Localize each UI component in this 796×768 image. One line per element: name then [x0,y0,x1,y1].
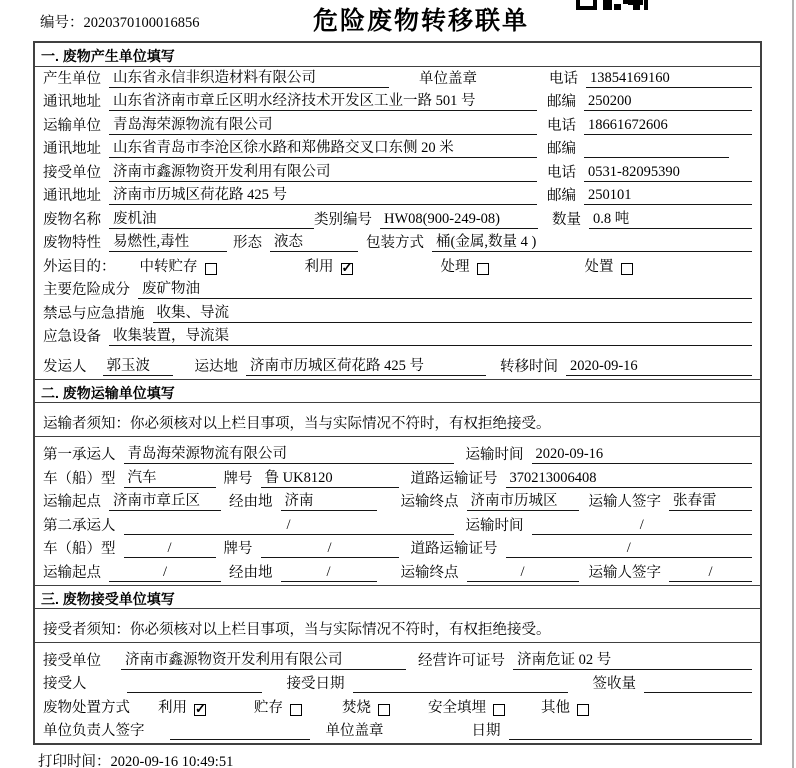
field-label: 经由地 [229,564,273,581]
checkbox-checked-icon [341,263,353,275]
field-label: 车（船）型 [43,470,116,487]
field-value: 汽车 [124,466,216,488]
field-value [644,677,752,693]
field-label: 运输时间 [465,447,524,463]
field-label: 禁忌与应急措施 [43,305,145,322]
field-value: 山东省青岛市李沧区徐水路和郑佛路交叉口东侧 20 米 [109,136,537,158]
field-label: 电话 [549,70,578,87]
field-value: / [281,564,377,582]
field-label: 邮编 [547,141,576,157]
page-title: 危险废物转移联单 [312,7,529,35]
form-row [35,114,760,138]
field-label: 类别编号 [314,211,372,228]
field-value: 济南 [281,489,377,511]
field-label: 电话 [547,117,576,134]
form-row [35,437,760,467]
form-row [35,326,760,350]
field-value [170,724,310,740]
checkbox-icon [477,263,489,275]
field-label: 签收量 [592,676,636,692]
form-row [35,696,760,720]
form-row [35,514,760,538]
field-label: 运输人签字 [588,494,661,510]
field-value: / [124,540,216,558]
checkbox-icon [577,704,589,716]
form-row [35,208,760,232]
form-row [35,91,760,115]
field-value: 废矿物油 [138,277,752,299]
field-label: 运达地 [194,359,238,375]
field-value: 张春雷 [669,489,752,511]
field-label: 发运人 [43,359,87,375]
field-label: 安全填埋 [428,699,486,716]
field-value: HW08(900-249-08) [380,211,538,229]
field-label: 邮编 [547,94,576,110]
field-value: / [669,564,752,582]
checkbox-checked-icon [194,704,206,716]
field-label: 道路运输证号 [410,541,498,557]
form-row [35,161,760,185]
form-row [35,302,760,326]
form-row [35,643,760,673]
form-row [35,720,760,744]
field-value: 山东省永信非织造材料有限公司 [109,66,389,88]
field-label: 第一承运人 [43,447,116,463]
section-header: 三. 废物接受单位填写 [35,585,760,609]
field-label: 废物特性 [43,235,101,251]
field-label: 车（船）型 [43,541,116,557]
field-value: 370213006408 [506,470,753,488]
field-value: 济南市历城区荷花路 425 号 [109,183,537,205]
qr-code-partial-icon [576,0,648,10]
field-value: / [261,540,399,558]
notice-text: 接受者须知：你必须核对以上栏目事项，当与实际情况不符时，有权拒绝接受。 [35,609,760,643]
field-value: 济南市历城区 [467,489,579,511]
field-value [127,677,262,693]
field-value: 液态 [270,230,358,252]
field-label: 经由地 [229,494,273,510]
section-header: 一. 废物产生单位填写 [35,43,760,67]
print-time-value: 2020-09-16 10:49:51 [110,754,234,768]
form-row [35,673,760,697]
field-label: 通讯地址 [43,188,101,204]
field-label: 单位盖章 [325,723,384,739]
field-label: 主要危险成分 [43,282,130,298]
field-label: 运输终点 [400,564,459,581]
form-row [35,232,760,256]
form-row [35,491,760,515]
field-label: 利用 [158,699,187,716]
field-label: 第二承运人 [43,517,116,534]
field-value: / [124,517,454,535]
field-value: 250101 [584,187,752,205]
field-value: 桶(金属,数量 4 ) [432,230,752,252]
field-value: 青岛海荣源物流有限公司 [109,113,537,135]
field-value: 2020-09-16 [566,358,752,376]
field-label: 牌号 [223,541,253,557]
field-label: 废物名称 [43,211,101,228]
field-label: 形态 [233,235,262,251]
field-label: 外运目的： [43,258,116,275]
field-label: 贮存 [254,699,283,716]
field-label: 处置 [584,258,614,275]
form-row [35,349,760,379]
field-label: 焚烧 [342,699,371,716]
field-value: 18661672606 [584,117,752,135]
field-label: 单位盖章 [419,70,477,87]
field-value: 13854169160 [586,70,752,88]
field-label: 数量 [552,211,581,228]
field-label: 其他 [541,699,570,716]
field-label: 应急设备 [43,329,101,345]
field-label: 电话 [547,164,576,181]
field-value: 济南市鑫源物资开发利用有限公司 [121,648,406,670]
field-value: 鲁 UK8120 [261,466,399,488]
field-value: 0.8 吨 [589,207,752,229]
field-value: / [109,564,221,582]
field-value [353,677,568,693]
field-value: 郭玉波 [103,354,173,376]
field-value: / [467,564,579,582]
field-label: 运输起点 [43,494,101,510]
field-label: 运输单位 [43,117,101,134]
form-row [35,138,760,162]
field-label: 产生单位 [43,70,101,87]
field-value: 青岛海荣源物流有限公司 [124,442,454,464]
field-label: 接受人 [43,676,87,692]
notice-text: 运输者须知：你必须核对以上栏目事项，当与实际情况不符时，有权拒绝接受。 [35,403,760,437]
field-label: 利用 [304,258,334,275]
form-row [35,538,760,562]
serial-number-value: 2020370100016856 [83,15,200,31]
field-value: 济南市历城区荷花路 425 号 [246,354,486,376]
field-label: 运输时间 [465,517,524,534]
checkbox-icon [621,263,633,275]
field-value: 250200 [584,93,752,111]
field-value: 2020-09-16 [532,446,753,464]
field-value: / [532,517,753,535]
serial-number-label: 编号： [40,15,84,31]
field-label: 邮编 [547,188,576,204]
checkbox-icon [290,704,302,716]
field-value: 济南市章丘区 [109,489,221,511]
field-value: 易燃性,毒性 [109,230,227,252]
form-row [35,561,760,585]
field-label: 转移时间 [500,359,558,375]
field-label: 接受日期 [286,676,345,692]
field-label: 通讯地址 [43,141,101,157]
field-label: 接受单位 [43,652,101,669]
field-label: 运输终点 [400,494,459,510]
form-row [35,279,760,303]
field-label: 牌号 [223,470,253,487]
form-row [35,255,760,279]
field-label: 运输起点 [43,564,101,581]
field-value [584,142,729,158]
field-label: 通讯地址 [43,94,101,110]
field-label: 中转贮存 [139,258,198,275]
transfer-form-table [33,41,762,745]
field-label: 接受单位 [43,164,101,181]
field-label: 道路运输证号 [410,470,498,487]
checkbox-icon [205,263,217,275]
field-label: 处理 [440,258,470,275]
page-edge-divider [792,0,794,768]
field-value: / [506,540,753,558]
form-section [35,585,760,744]
field-value: 收集、导流 [153,301,753,323]
field-label: 日期 [471,723,501,739]
checkbox-icon [493,704,505,716]
field-label: 废物处置方式 [43,699,130,716]
form-section [35,43,760,379]
field-value: 济南危证 02 号 [513,648,752,670]
section-header: 二. 废物运输单位填写 [35,379,760,403]
field-value: 废机油 [109,207,314,229]
field-label: 运输人签字 [588,564,661,581]
field-value: 收集装置，导流渠 [109,324,752,346]
field-label: 单位负责人签字 [43,723,145,739]
field-label: 经营许可证号 [418,652,505,669]
field-label: 包装方式 [366,235,424,251]
form-row [35,185,760,209]
field-value: 0531-82095390 [584,164,752,182]
checkbox-icon [378,704,390,716]
form-row [35,67,760,91]
field-value: 山东省济南市章丘区明水经济技术开发区工业一路 501 号 [109,89,537,111]
field-value [509,724,753,740]
field-value: 济南市鑫源物资开发利用有限公司 [109,160,537,182]
form-row [35,467,760,491]
print-time-label: 打印时间： [38,754,111,768]
form-section [35,379,760,585]
print-time [38,750,233,768]
